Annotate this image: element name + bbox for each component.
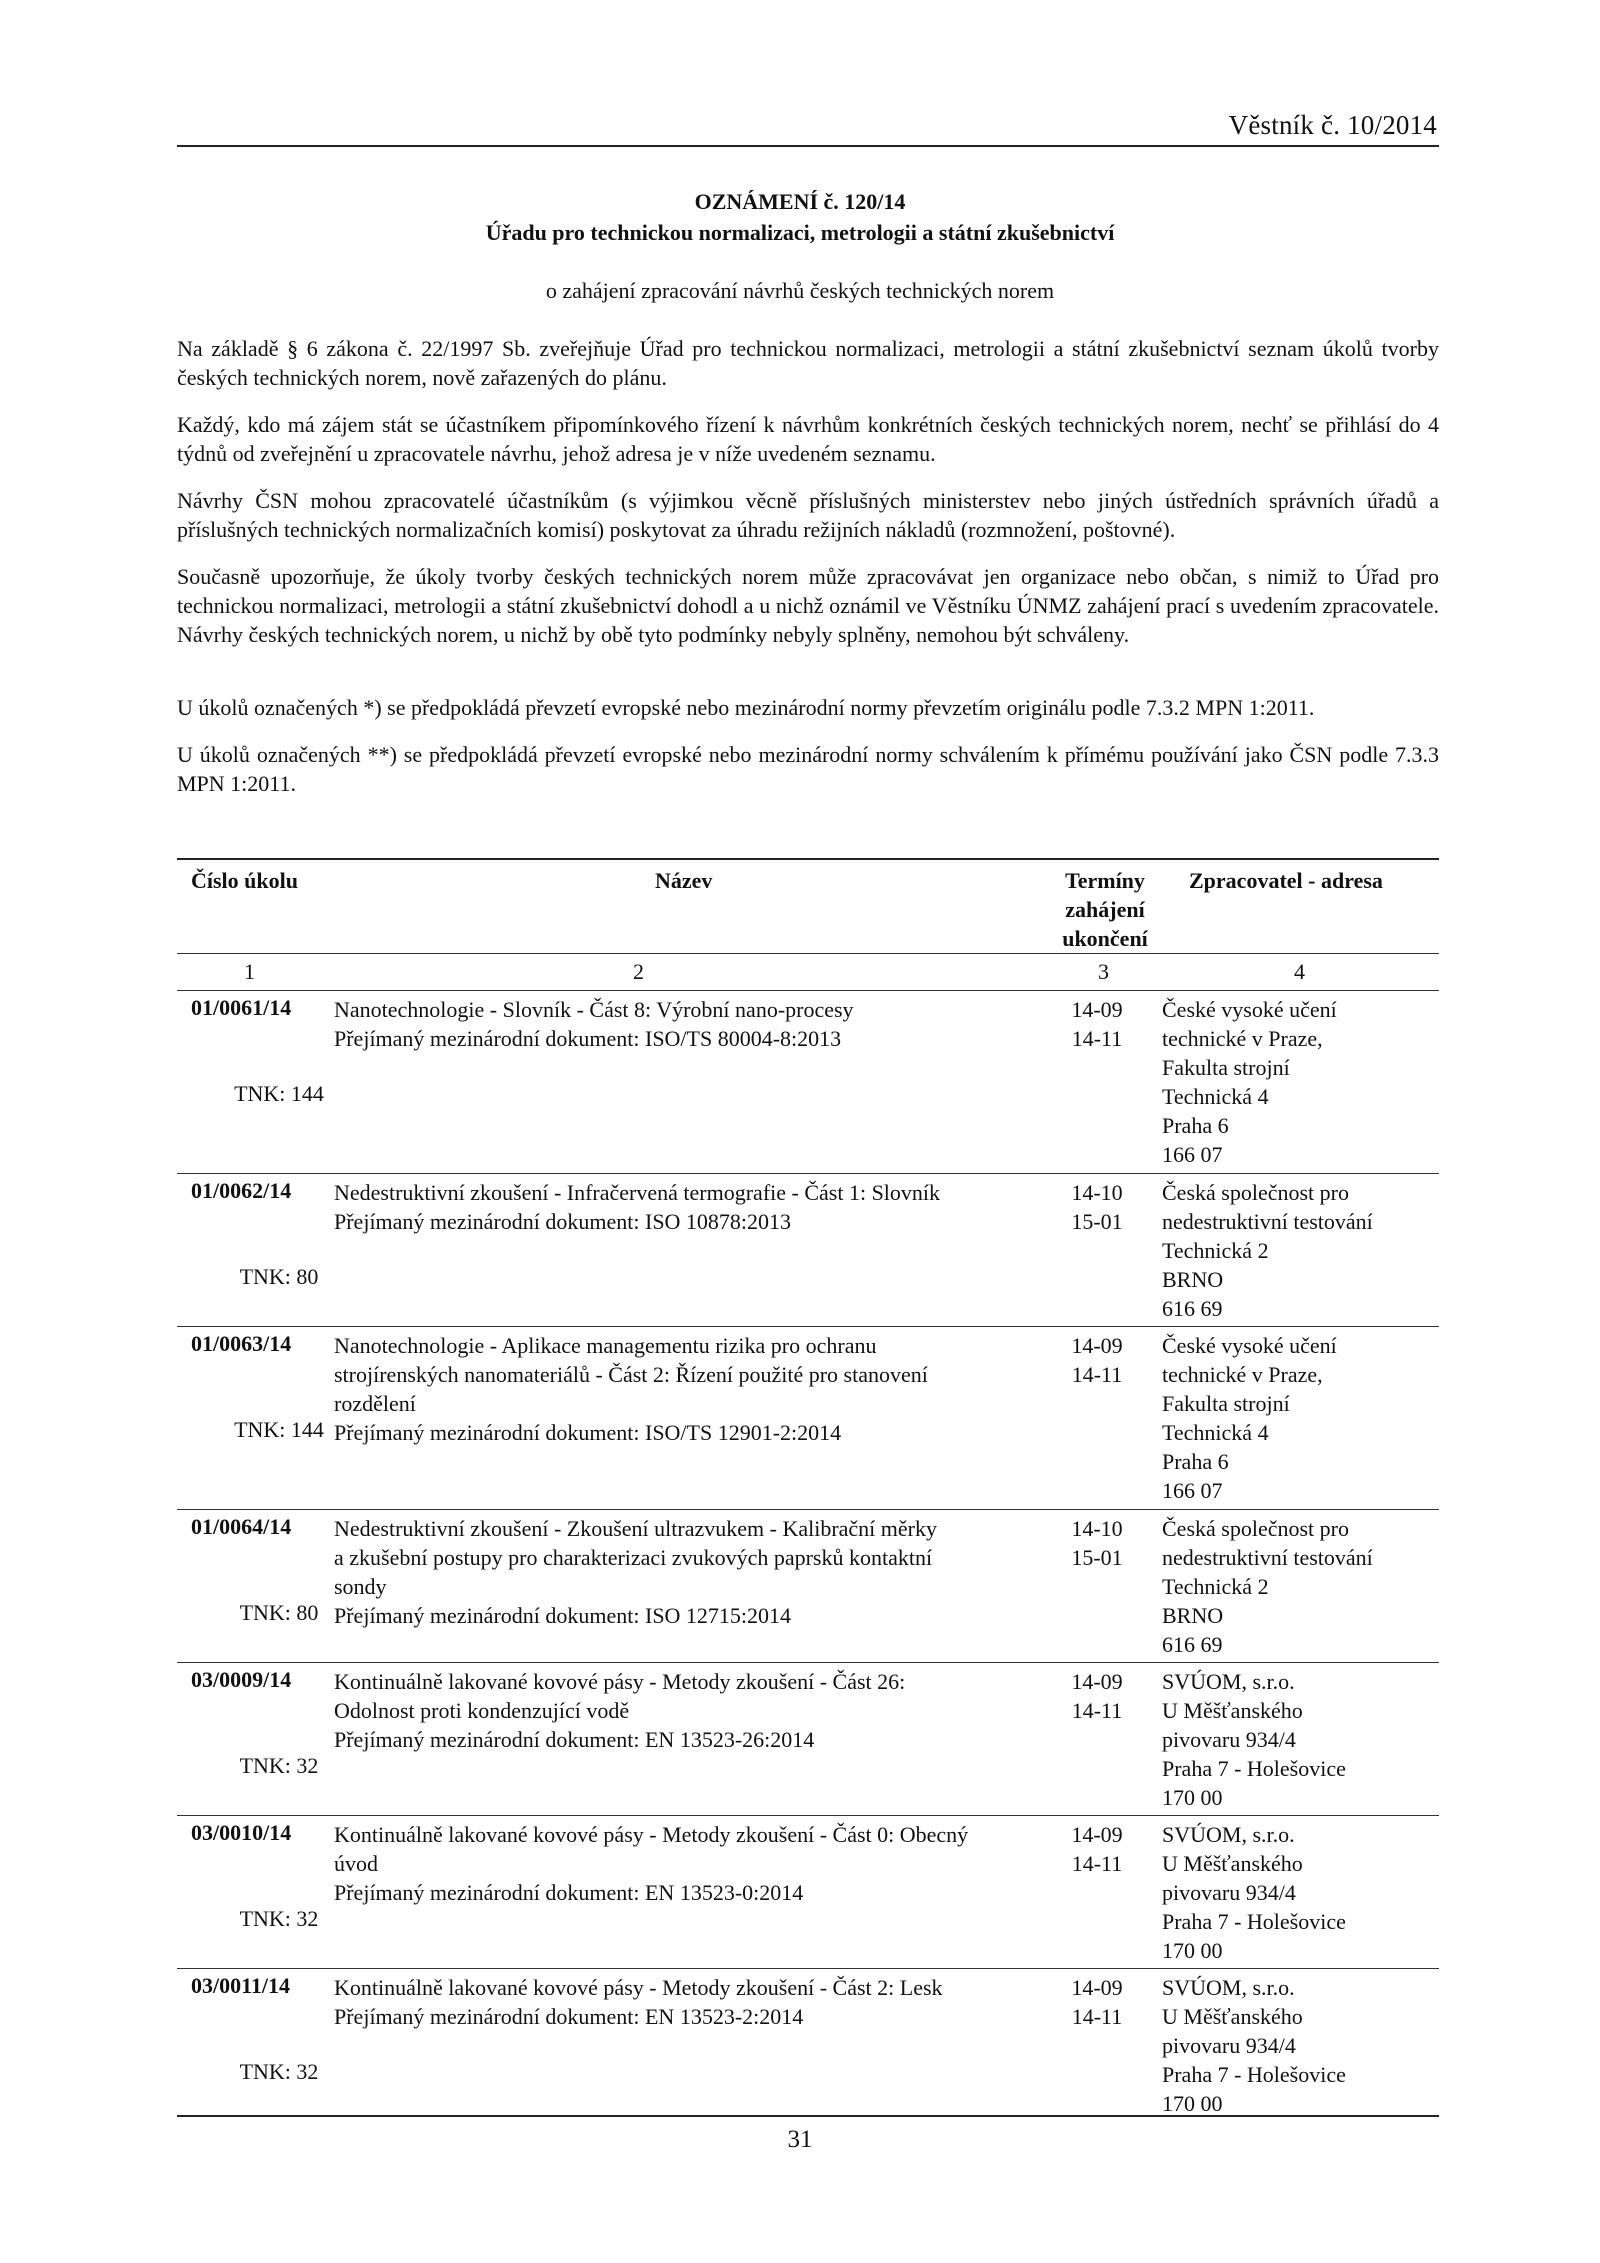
task-number: 01/0062/14: [191, 1178, 292, 1203]
paragraph: Na základě § 6 zákona č. 22/1997 Sb. zveřejňuje Úřad pro technickou normalizaci, metrologii a státní zkušebnictví seznam úkolů tvorby českých technických norem, nově zařazených do plánu.: [177, 336, 1439, 390]
task-terms: [1057, 1973, 1137, 2031]
processor-address-line: Česká společnost pro: [1162, 1180, 1349, 1205]
task-number: 01/0063/14: [191, 1331, 292, 1356]
header-terms-1: Termíny: [1065, 868, 1145, 893]
task-number: 01/0064/14: [191, 1514, 292, 1539]
processor-address-line: Fakulta strojní: [1162, 1055, 1290, 1080]
processor-address: [1162, 1178, 1373, 1323]
tnk-label: TNK: 32: [239, 2059, 319, 2084]
task-terms: [1057, 995, 1137, 1053]
task-name-line: Nedestruktivní zkoušení - Zkoušení ultrazvukem - Kalibrační měrky: [334, 1516, 937, 1541]
processor-address-line: BRNO: [1162, 1603, 1224, 1628]
processor-address: [1162, 1514, 1373, 1659]
header-number: Číslo úkolu: [191, 868, 298, 893]
tnk-label: TNK: 144: [234, 1081, 324, 1106]
table-row: [177, 1327, 1439, 1509]
processor-address-line: 166 07: [1162, 1142, 1223, 1167]
task-name-line: a zkušební postupy pro charakterizaci zvukových paprsků kontaktní: [334, 1545, 933, 1570]
announcement-title: OZNÁMENÍ č. 120/14: [694, 189, 906, 214]
processor-address-line: pivovaru 934/4: [1162, 1880, 1296, 1905]
tnk-label: TNK: 80: [239, 1600, 319, 1625]
processor-address-line: Česká společnost pro: [1162, 1516, 1349, 1541]
paragraph: Návrhy ČSN mohou zpracovatelé účastníkům (s výjimkou věcně příslušných ministerstev nebo jiných ústředních správních úřadů a příslušných technických normalizačních komisí) poskytovat za úhradu režijních nákladů (rozmnožení, poštovné).: [177, 488, 1439, 542]
processor-address-line: České vysoké učení: [1162, 997, 1337, 1022]
processor-address-line: nedestruktivní testování: [1162, 1545, 1373, 1570]
table-row: [177, 1174, 1439, 1326]
task-name-line: úvod: [334, 1851, 378, 1876]
end-term: 14-11: [1071, 1026, 1123, 1051]
table-header-row: [177, 860, 1439, 953]
processor-address-line: Technická 4: [1162, 1420, 1269, 1445]
processor-address: [1162, 1820, 1346, 1965]
start-term: 14-09: [1071, 1822, 1123, 1847]
processor-address: [1162, 995, 1337, 1169]
header-processor: Zpracovatel - adresa: [1189, 868, 1383, 893]
task-terms: [1057, 1514, 1137, 1572]
task-name-line: Nedestruktivní zkoušení - Infračervená termografie - Část 1: Slovník: [334, 1180, 941, 1205]
task-name: [334, 1973, 1024, 2031]
task-name-line: rozdělení: [334, 1391, 416, 1416]
end-term: 14-11: [1071, 1362, 1123, 1387]
page-number: 31: [787, 2126, 813, 2153]
table-row: [177, 1663, 1439, 1815]
tnk-label: TNK: 32: [239, 1906, 319, 1931]
table-row: [177, 1969, 1439, 2115]
processor-address-line: Praha 6: [1162, 1449, 1229, 1474]
processor-address-line: 170 00: [1162, 1938, 1223, 1963]
task-terms: [1057, 1178, 1137, 1236]
tnk-label: TNK: 144: [234, 1417, 324, 1442]
end-term: 14-11: [1071, 1698, 1123, 1723]
processor-address: [1162, 1667, 1346, 1812]
table-row: [177, 991, 1439, 1173]
processor-address-line: SVÚOM, s.r.o.: [1162, 1975, 1295, 2000]
header-terms-3: ukončení: [1062, 926, 1148, 951]
task-name: [334, 1667, 1024, 1754]
task-name-line: Kontinuálně lakované kovové pásy - Metody zkoušení - Část 2: Lesk: [334, 1975, 943, 2000]
end-term: 15-01: [1071, 1545, 1123, 1570]
paragraph: Každý, kdo má zájem stát se účastníkem připomínkového řízení k návrhům konkrétních českých technických norem, nechť se přihlásí do 4 týdnů od zveřejnění u zpracovatele návrhu, jehož adresa je v níže uvedeném seznamu.: [177, 412, 1439, 466]
processor-address: [1162, 1973, 1346, 2118]
task-number: 03/0010/14: [191, 1820, 292, 1845]
processor-address-line: Praha 7 - Holešovice: [1162, 2062, 1346, 2087]
task-name-line: Přejímaný mezinárodní dokument: EN 13523-2:2014: [334, 2004, 804, 2029]
tnk-label: TNK: 32: [239, 1753, 319, 1778]
task-name-line: Přejímaný mezinárodní dokument: ISO 10878:2013: [334, 1209, 792, 1234]
task-name-line: Odolnost proti kondenzující vodě: [334, 1698, 630, 1723]
processor-address-line: 170 00: [1162, 1785, 1223, 1810]
processor-address-line: pivovaru 934/4: [1162, 2033, 1296, 2058]
task-name: [334, 1178, 1024, 1236]
processor-address-line: 616 69: [1162, 1296, 1223, 1321]
start-term: 14-09: [1071, 1333, 1123, 1358]
task-name-line: Přejímaný mezinárodní dokument: ISO 12715:2014: [334, 1603, 792, 1628]
processor-address-line: Praha 7 - Holešovice: [1162, 1756, 1346, 1781]
end-term: 14-11: [1071, 1851, 1123, 1876]
processor-address-line: technické v Praze,: [1162, 1362, 1323, 1387]
task-name: [334, 1514, 1024, 1630]
column-number-row: [177, 954, 1439, 990]
paragraph: U úkolů označených **) se předpokládá převzetí evropské nebo mezinárodní normy schválením k přímému používání jako ČSN podle 7.3.3 MPN 1:2011.: [177, 742, 1439, 796]
processor-address-line: pivovaru 934/4: [1162, 1727, 1296, 1752]
processor-address-line: technické v Praze,: [1162, 1026, 1323, 1051]
processor-address-line: Fakulta strojní: [1162, 1391, 1290, 1416]
start-term: 14-10: [1071, 1516, 1123, 1541]
start-term: 14-10: [1071, 1180, 1123, 1205]
start-term: 14-09: [1071, 1975, 1123, 2000]
task-number: 01/0061/14: [191, 995, 292, 1020]
task-name: [334, 1820, 1024, 1907]
processor-address-line: Praha 7 - Holešovice: [1162, 1909, 1346, 1934]
task-name-line: Přejímaný mezinárodní dokument: EN 13523-0:2014: [334, 1880, 804, 1905]
task-name-line: Kontinuálně lakované kovové pásy - Metody zkoušení - Část 0: Obecný: [334, 1822, 969, 1847]
end-term: 14-11: [1071, 2004, 1123, 2029]
start-term: 14-09: [1071, 997, 1123, 1022]
processor-address-line: Technická 4: [1162, 1084, 1269, 1109]
journal-header: Věstník č. 10/2014: [1228, 110, 1437, 140]
task-name: [334, 995, 1024, 1053]
processor-address-line: 170 00: [1162, 2091, 1223, 2116]
issuer-title: Úřadu pro technickou normalizaci, metrologii a státní zkušebnictví: [485, 220, 1115, 245]
table-row: [177, 1816, 1439, 1968]
task-number: 03/0011/14: [191, 1973, 291, 1998]
processor-address-line: U Měšťanského: [1162, 2004, 1303, 2029]
task-name-line: Nanotechnologie - Slovník - Část 8: Výrobní nano-procesy: [334, 997, 854, 1022]
tnk-label: TNK: 80: [239, 1264, 319, 1289]
task-table: [177, 858, 1439, 2117]
header-terms: [1045, 866, 1165, 953]
announcement-subtitle: o zahájení zpracování návrhů českých technických norem: [545, 278, 1055, 303]
table-body: [177, 991, 1439, 2117]
header-divider: [177, 145, 1439, 147]
task-name-line: Přejímaný mezinárodní dokument: ISO/TS 80004-8:2013: [334, 1026, 842, 1051]
start-term: 14-09: [1071, 1669, 1123, 1694]
processor-address-line: SVÚOM, s.r.o.: [1162, 1822, 1295, 1847]
processor-address-line: 616 69: [1162, 1632, 1223, 1657]
column-number: 4: [1294, 959, 1305, 984]
processor-address-line: 166 07: [1162, 1478, 1223, 1503]
task-name-line: strojírenských nanomateriálů - Část 2: Řízení použité pro stanovení: [334, 1362, 928, 1387]
task-terms: [1057, 1667, 1137, 1725]
processor-address-line: nedestruktivní testování: [1162, 1209, 1373, 1234]
task-name-line: Kontinuálně lakované kovové pásy - Metody zkoušení - Část 26:: [334, 1669, 906, 1694]
processor-address-line: SVÚOM, s.r.o.: [1162, 1669, 1295, 1694]
processor-address-line: BRNO: [1162, 1267, 1224, 1292]
task-terms: [1057, 1820, 1137, 1878]
processor-address-line: Praha 6: [1162, 1113, 1229, 1138]
processor-address-line: Technická 2: [1162, 1574, 1269, 1599]
processor-address-line: U Měšťanského: [1162, 1851, 1303, 1876]
processor-address-line: U Měšťanského: [1162, 1698, 1303, 1723]
task-name: [334, 1331, 1024, 1447]
table-row: [177, 1510, 1439, 1662]
task-terms: [1057, 1331, 1137, 1389]
paragraph: U úkolů označených *) se předpokládá převzetí evropské nebo mezinárodní normy převzetím originálu podle 7.3.2 MPN 1:2011.: [177, 695, 1315, 720]
column-number: 3: [1098, 959, 1109, 984]
paragraph: Současně upozorňuje, že úkoly tvorby českých technických norem může zpracovávat jen organizace nebo občan, s nimiž to Úřad pro technickou normalizaci, metrologii a státní zkušebnictví dohodl a u nichž oznámil ve Věstníku ÚNMZ zahájení prací s uvedením zpracovatele. Návrhy českých technických norem, u nichž by obě tyto podmínky nebyly splněny, nemohou být schváleny.: [177, 564, 1439, 647]
task-name-line: Nanotechnologie - Aplikace managementu rizika pro ochranu: [334, 1333, 877, 1358]
processor-address: [1162, 1331, 1337, 1505]
column-number: 1: [244, 959, 255, 984]
task-name-line: sondy: [334, 1574, 387, 1599]
header-name: Název: [655, 868, 713, 893]
processor-address-line: Technická 2: [1162, 1238, 1269, 1263]
end-term: 15-01: [1071, 1209, 1123, 1234]
task-name-line: Přejímaný mezinárodní dokument: ISO/TS 12901-2:2014: [334, 1420, 842, 1445]
processor-address-line: České vysoké učení: [1162, 1333, 1337, 1358]
header-terms-2: zahájení: [1065, 897, 1145, 922]
task-number: 03/0009/14: [191, 1667, 292, 1692]
task-name-line: Přejímaný mezinárodní dokument: EN 13523-26:2014: [334, 1727, 815, 1752]
column-number: 2: [633, 959, 644, 984]
